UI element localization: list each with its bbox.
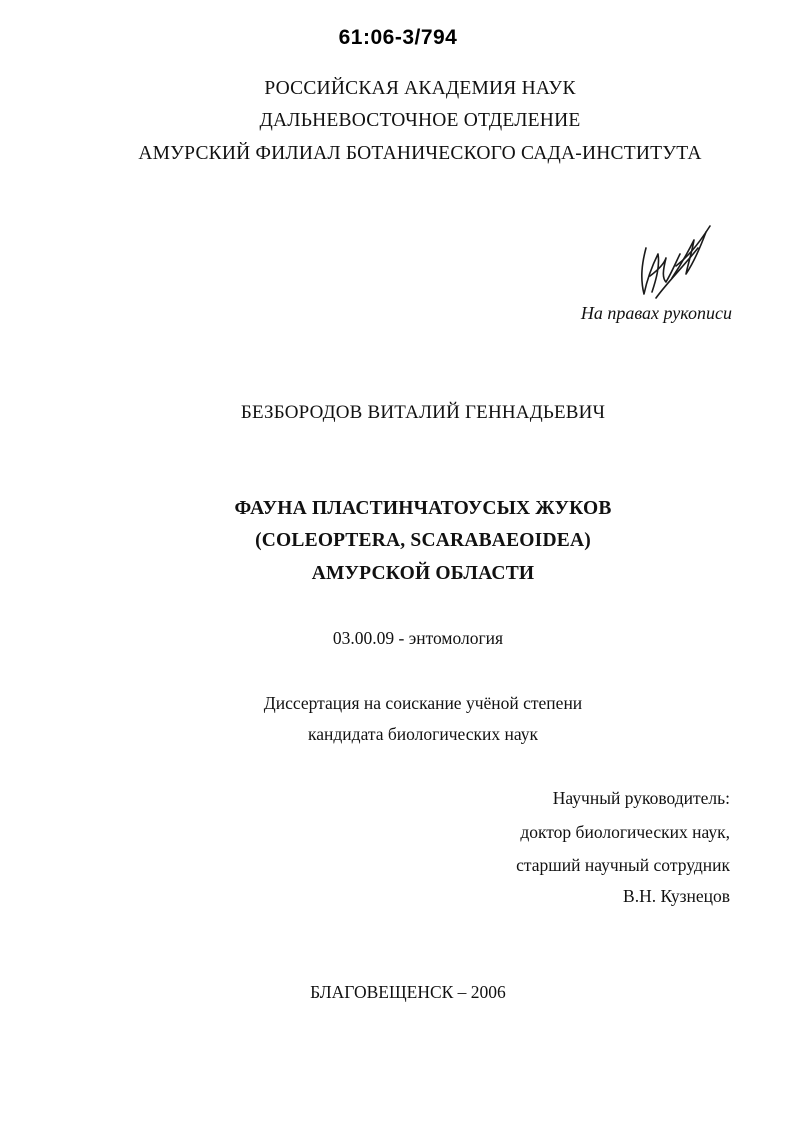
supervisor-degree: доктор биологических наук,: [520, 822, 730, 842]
dissertation-title-line-2: (COLEOPTERA, SCARABAEOIDEA): [255, 530, 591, 551]
manuscript-rights-note: На правах рукописи: [580, 303, 732, 323]
dissertation-title-line-3: АМУРСКОЙ ОБЛАСТИ: [311, 563, 535, 584]
supervisor-position: старший научный сотрудник: [516, 855, 730, 875]
organization-line-2: ДАЛЬНЕВОСТОЧНОЕ ОТДЕЛЕНИЕ: [259, 110, 581, 131]
archive-stamp-code: 61:06-3/794: [338, 26, 458, 49]
dissertation-title-line-1: ФАУНА ПЛАСТИНЧАТОУСЫХ ЖУКОВ: [234, 498, 612, 519]
city-year: БЛАГОВЕЩЕНСК – 2006: [310, 982, 506, 1002]
specialty-code: 03.00.09 - энтомология: [332, 628, 504, 648]
organization-line-3: АМУРСКИЙ ФИЛИАЛ БОТАНИЧЕСКОГО САДА-ИНСТИТУТА: [138, 143, 702, 164]
supervisor-label: Научный руководитель:: [552, 788, 730, 808]
organization-line-1: РОССИЙСКАЯ АКАДЕМИЯ НАУК: [264, 78, 576, 99]
handwritten-signature: [636, 218, 716, 304]
author-name: БЕЗБОРОДОВ ВИТАЛИЙ ГЕННАДЬЕВИЧ: [240, 402, 606, 423]
degree-line-1: Диссертация на соискание учёной степени: [263, 693, 583, 713]
supervisor-name: В.Н. Кузнецов: [623, 886, 730, 906]
degree-line-2: кандидата биологических наук: [308, 724, 538, 744]
